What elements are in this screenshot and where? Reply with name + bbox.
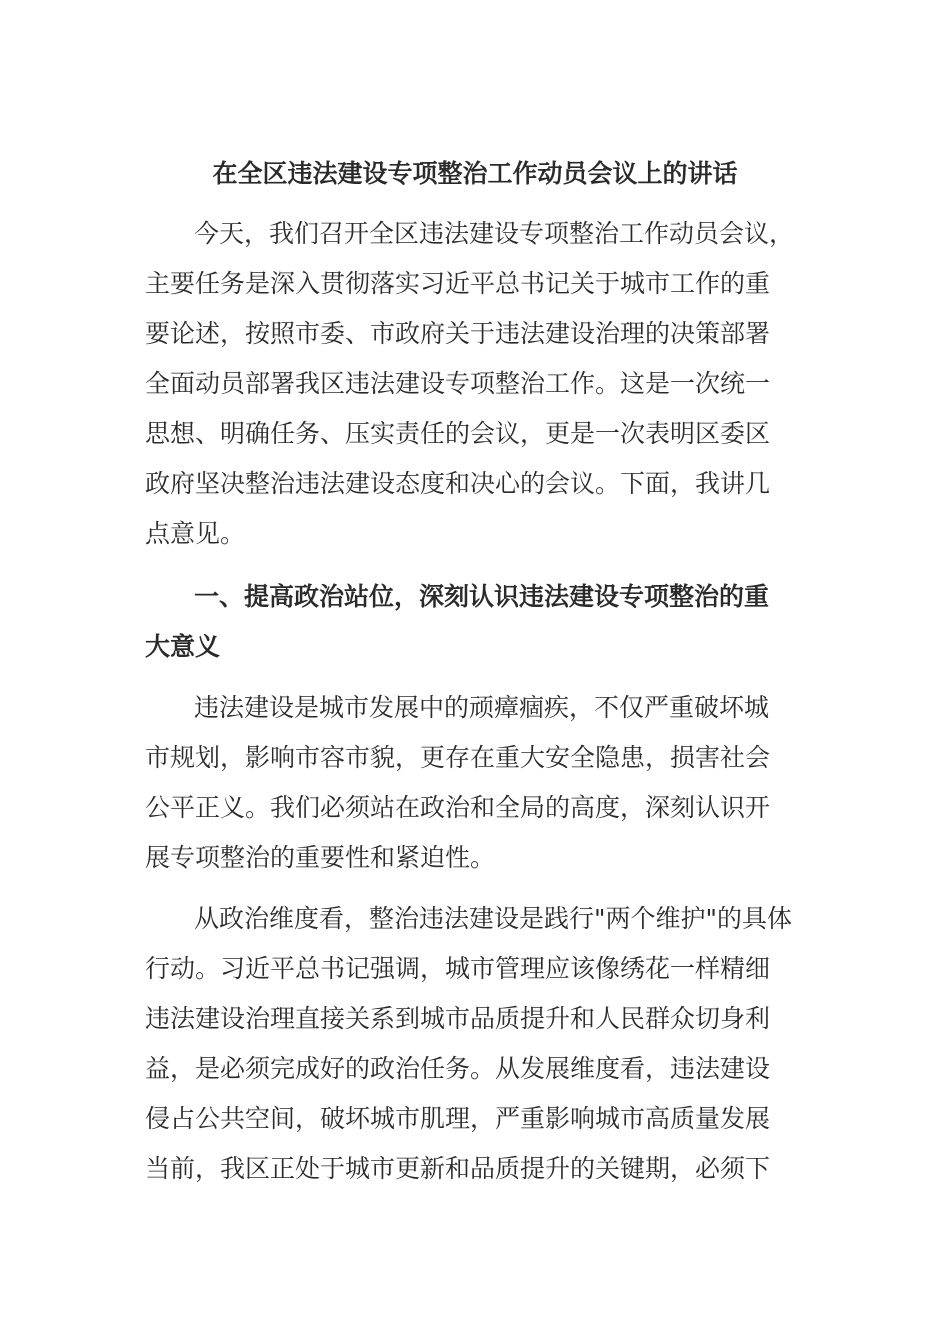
paragraph-2-line-3: 公平正义。我们必须站在政治和全局的高度，深刻认识开 (145, 793, 771, 822)
section-heading-1-line-2: 大意义 (145, 632, 221, 661)
paragraph-3-line-2: 行动。习近平总书记强调，城市管理应该像绣花一样精细 (145, 954, 771, 983)
paragraph-1-line-4: 全面动员部署我区违法建设专项整治工作。这是一次统一 (145, 369, 771, 398)
paragraph-1-line-5: 思想、明确任务、压实责任的会议，更是一次表明区委区 (145, 419, 771, 448)
paragraph-2-line-2: 市规划，影响市容市貌，更存在重大安全隐患，损害社会 (145, 743, 771, 772)
paragraph-3-line-3: 违法建设治理直接关系到城市品质提升和人民群众切身利 (145, 1004, 771, 1033)
paragraph-3-line-6: 当前，我区正处于城市更新和品质提升的关键期，必须下 (145, 1154, 771, 1183)
paragraph-1-line-2: 主要任务是深入贯彻落实习近平总书记关于城市工作的重 (145, 269, 771, 298)
section-heading-1-line-1: 一、提高政治站位，深刻认识违法建设专项整治的重 (194, 582, 770, 611)
paragraph-1-line-3: 要论述，按照市委、市政府关于违法建设治理的决策部署 (145, 319, 771, 348)
paragraph-1-line-6: 政府坚决整治违法建设态度和决心的会议。下面，我讲几 (145, 469, 771, 498)
paragraph-2-line-1: 违法建设是城市发展中的顽瘴痼疾，不仅严重破坏城 (194, 693, 770, 722)
paragraph-3-line-5: 侵占公共空间，破坏城市肌理，严重影响城市高质量发展 (145, 1104, 771, 1133)
paragraph-1-line-7: 点意见。 (145, 519, 246, 548)
paragraph-3-line-1: 从政治维度看，整治违法建设是践行"两个维护"的具体 (194, 904, 793, 933)
paragraph-3-line-4: 益，是必须完成好的政治任务。从发展维度看，违法建设 (145, 1054, 771, 1083)
paragraph-2-line-4: 展专项整治的重要性和紧迫性。 (145, 843, 496, 872)
paragraph-1-line-1: 今天，我们召开全区违法建设专项整治工作动员会议， (194, 219, 795, 248)
document-title: 在全区违法建设专项整治工作动员会议上的讲话 (212, 159, 738, 188)
